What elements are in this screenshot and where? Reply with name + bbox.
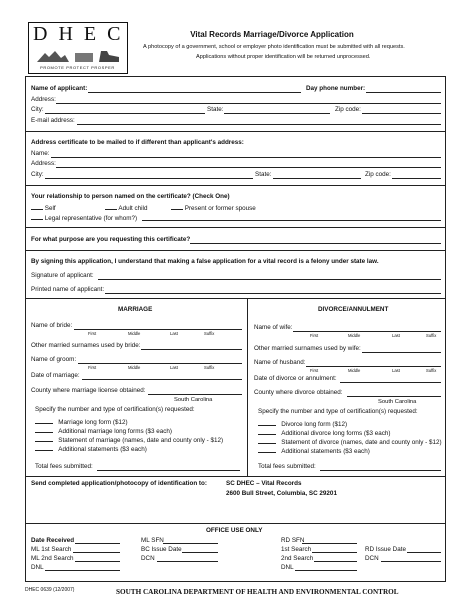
legal-rep-field[interactable]	[142, 220, 441, 221]
divider	[25, 227, 446, 228]
divorce-additional-long-label: Additional divorce long forms ($3 each)	[281, 430, 391, 437]
marriage-long-label: Marriage long form ($12)	[58, 419, 128, 426]
marriage-long-qty[interactable]	[35, 417, 53, 424]
office-2nd-search-field[interactable]	[314, 561, 357, 562]
husband-last: Last	[392, 368, 400, 373]
spouse-label: Present or former spouse	[184, 205, 256, 212]
mailing-name-label: Name:	[31, 150, 50, 157]
office-dnl-left: DNL	[31, 564, 44, 571]
spouse-checkbox[interactable]	[171, 203, 183, 210]
logo-letters: DHEC	[33, 23, 132, 45]
groom-label: Name of groom:	[31, 356, 77, 363]
department-name: SOUTH CAROLINA DEPARTMENT OF HEALTH AND ENVIRONMENTAL CONTROL	[116, 588, 399, 596]
self-label: Self	[44, 205, 56, 212]
divorce-additional-statements-qty[interactable]	[258, 446, 276, 453]
divorce-state-note: South Carolina	[378, 399, 417, 405]
dhec-logo	[28, 22, 132, 74]
bride-first: First	[88, 331, 97, 336]
marriage-statement-qty[interactable]	[35, 435, 53, 442]
divorce-statement-qty[interactable]	[258, 437, 276, 444]
divorce-additional-statements-item[interactable]	[258, 446, 370, 456]
marriage-additional-statements-label: Additional statements ($3 each)	[58, 446, 147, 453]
purpose-question: For what purpose are you requesting this certificate?	[31, 236, 191, 243]
office-bc-issue-date: BC Issue Date	[141, 546, 182, 553]
husband-first: First	[310, 368, 319, 373]
divorce-statement-label: Statement of divorce (names, date and county only - $12)	[281, 439, 442, 446]
groom-middle: Middle	[128, 365, 141, 370]
office-ml-sfn: ML SFN	[141, 537, 164, 544]
office-bc-issue-date-field[interactable]	[182, 552, 218, 553]
office-heading: OFFICE USE ONLY	[206, 527, 263, 534]
marriage-specify: Specify the number and type of certification(s) requested:	[35, 406, 195, 413]
mailing-address-field[interactable]	[56, 167, 441, 168]
office-dcn-right-field[interactable]	[381, 561, 441, 562]
office-dnl-right: DNL	[281, 564, 294, 571]
divider	[25, 476, 446, 477]
bride-middle: Middle	[128, 331, 141, 336]
office-rd-sfn-field[interactable]	[302, 543, 357, 544]
marriage-additional-long-qty[interactable]	[35, 426, 53, 433]
day-phone-label: Day phone number:	[306, 85, 366, 92]
marriage-additional-statements-qty[interactable]	[35, 444, 53, 451]
legal-rep-checkbox[interactable]	[31, 213, 43, 220]
divider	[25, 185, 446, 186]
divider	[25, 523, 446, 524]
mailing-name-field[interactable]	[51, 157, 441, 158]
day-phone-field[interactable]	[366, 92, 441, 93]
marriage-county-label: County where marriage license obtained:	[31, 387, 146, 394]
wife-middle: Middle	[348, 333, 361, 338]
marriage-additional-statements-item[interactable]	[35, 444, 147, 454]
office-ml-2nd-search: ML 2nd Search	[31, 555, 74, 562]
marriage-state-note: South Carolina	[174, 397, 213, 403]
wife-first: First	[310, 333, 319, 338]
divorce-total-field[interactable]	[320, 470, 441, 471]
office-dcn-left-field[interactable]	[157, 561, 218, 562]
wife-label: Name of wife:	[254, 324, 293, 331]
relationship-legal-rep[interactable]	[31, 213, 137, 223]
wife-last: Last	[392, 333, 400, 338]
bride-last: Last	[170, 331, 178, 336]
husband-field[interactable]	[306, 366, 441, 367]
groom-last: Last	[170, 365, 178, 370]
groom-suffix: Suffix	[204, 365, 215, 370]
husband-middle: Middle	[348, 368, 361, 373]
divorce-long-qty[interactable]	[258, 419, 276, 426]
id-note-1: A photocopy of a government, school or employer photo identification must be submitted with all requests.	[143, 44, 405, 50]
groom-field[interactable]	[78, 363, 242, 364]
marriage-total-field[interactable]	[97, 470, 240, 471]
husband-suffix: Suffix	[426, 368, 437, 373]
other-wife-label: Other married surnames used by wife:	[254, 345, 361, 352]
marriage-heading: MARRIAGE	[118, 306, 153, 313]
marriage-date-field[interactable]	[82, 379, 242, 380]
divorce-date-field[interactable]	[340, 382, 441, 383]
other-wife-field[interactable]	[362, 352, 441, 353]
mailing-heading: Address certificate to be mailed to if different than applicant's address:	[31, 139, 244, 146]
send-line-1: SC DHEC – Vital Records	[226, 480, 302, 487]
adult-child-checkbox[interactable]	[105, 203, 117, 210]
purpose-field[interactable]	[190, 243, 441, 244]
marriage-county-field[interactable]	[148, 394, 242, 395]
mailing-zip-field[interactable]	[392, 178, 441, 179]
office-dnl-left-field[interactable]	[45, 570, 120, 571]
wife-suffix: Suffix	[426, 333, 437, 338]
applicant-state-label: State:	[207, 106, 224, 113]
printed-name-label: Printed name of applicant:	[31, 286, 105, 293]
divorce-additional-long-qty[interactable]	[258, 428, 276, 435]
divorce-long-label: Divorce long form ($12)	[281, 421, 348, 428]
office-dnl-right-field[interactable]	[295, 570, 357, 571]
form-title: Vital Records Marriage/Divorce Application	[190, 30, 354, 39]
office-2nd-search: 2nd Search	[281, 555, 314, 562]
other-bride-label: Other married surnames used by bride:	[31, 342, 141, 349]
divider	[25, 298, 446, 299]
applicant-zip-label: Zip code:	[335, 106, 361, 113]
relationship-self[interactable]	[31, 203, 56, 213]
divorce-county-label: County where divorce obtained:	[254, 389, 343, 396]
printed-name-field[interactable]	[105, 293, 441, 294]
logo-tagline: PROMOTE PROTECT PROSPER	[40, 65, 115, 70]
mailing-city-field[interactable]	[45, 178, 253, 179]
office-rd-sfn: RD SFN	[281, 537, 305, 544]
applicant-name-field[interactable]	[88, 92, 301, 93]
applicant-zip-field[interactable]	[362, 113, 441, 114]
office-rd-issue-date-field[interactable]	[407, 552, 441, 553]
divider	[25, 131, 446, 132]
adult-child-label: Adult child	[118, 205, 148, 212]
office-date-received-field[interactable]	[75, 543, 120, 544]
divorce-date-label: Date of divorce or annulment:	[254, 375, 337, 382]
applicant-state-field[interactable]	[224, 113, 330, 114]
applicant-address-field[interactable]	[56, 103, 441, 104]
mailing-zip-label: Zip code:	[365, 171, 391, 178]
signature-field[interactable]	[98, 279, 441, 280]
bride-label: Name of bride:	[31, 322, 73, 329]
marriage-total-label: Total fees submitted:	[35, 463, 93, 470]
mailing-city-label: City:	[31, 171, 44, 178]
office-1st-search-field[interactable]	[312, 552, 357, 553]
office-rd-issue-date: RD Issue Date	[365, 546, 406, 553]
office-date-received: Date Received	[31, 537, 75, 544]
legal-rep-label: Legal representative (for whom?)	[44, 215, 138, 222]
logo-graphic	[35, 49, 121, 63]
divider	[25, 250, 446, 251]
office-dcn-left: DCN	[141, 555, 155, 562]
divorce-total-label: Total fees submitted:	[258, 463, 316, 470]
marriage-additional-long-label: Additional marriage long forms ($3 each)	[58, 428, 172, 435]
wife-field[interactable]	[293, 331, 441, 332]
relationship-question: Your relationship to person named on the certificate? (Check One)	[31, 193, 230, 200]
office-ml-2nd-search-field[interactable]	[75, 561, 120, 562]
send-label: Send completed application/photocopy of identification to:	[31, 480, 207, 487]
mailing-address-label: Address:	[31, 160, 56, 167]
office-1st-search: 1st Search	[281, 546, 312, 553]
id-note-2: Applications without proper identification will be returned unprocessed.	[196, 54, 371, 60]
bride-field[interactable]	[74, 329, 242, 330]
office-ml-1st-search-field[interactable]	[73, 552, 120, 553]
marriage-statement-label: Statement of marriage (names, date and county only - $12)	[58, 437, 224, 444]
divorce-heading: DIVORCE/ANNULMENT	[318, 306, 389, 313]
applicant-city-label: City:	[31, 106, 44, 113]
divorce-county-field[interactable]	[347, 396, 441, 397]
email-label: E-mail address:	[31, 117, 75, 124]
relationship-spouse[interactable]	[171, 203, 256, 213]
office-dcn-right: DCN	[365, 555, 379, 562]
husband-label: Name of husband:	[254, 359, 306, 366]
self-checkbox[interactable]	[31, 203, 43, 210]
applicant-name-label: Name of applicant:	[31, 85, 88, 92]
applicant-address-label: Address:	[31, 96, 56, 103]
signature-label: Signature of applicant:	[31, 272, 94, 279]
divorce-specify: Specify the number and type of certification(s) requested:	[258, 408, 418, 415]
email-field[interactable]	[77, 124, 441, 125]
groom-first: First	[88, 365, 97, 370]
column-divider	[247, 298, 248, 476]
relationship-adult-child[interactable]	[105, 203, 147, 213]
felony-statement: By signing this application, I understand that making a false application for a vital record is a felony under state law.	[31, 258, 379, 265]
office-ml-sfn-field[interactable]	[163, 543, 218, 544]
send-line-2: 2600 Bull Street, Columbia, SC 29201	[226, 490, 337, 497]
mailing-state-field[interactable]	[273, 178, 361, 179]
applicant-city-field[interactable]	[45, 113, 205, 114]
bride-suffix: Suffix	[204, 331, 215, 336]
other-bride-field[interactable]	[141, 349, 242, 350]
divorce-additional-statements-label: Additional statements ($3 each)	[281, 448, 370, 455]
form-id: DHEC 0639 (12/2007)	[25, 587, 75, 593]
office-ml-1st-search: ML 1st Search	[31, 546, 72, 553]
mailing-state-label: State:	[255, 171, 272, 178]
marriage-date-label: Date of marriage:	[31, 372, 80, 379]
